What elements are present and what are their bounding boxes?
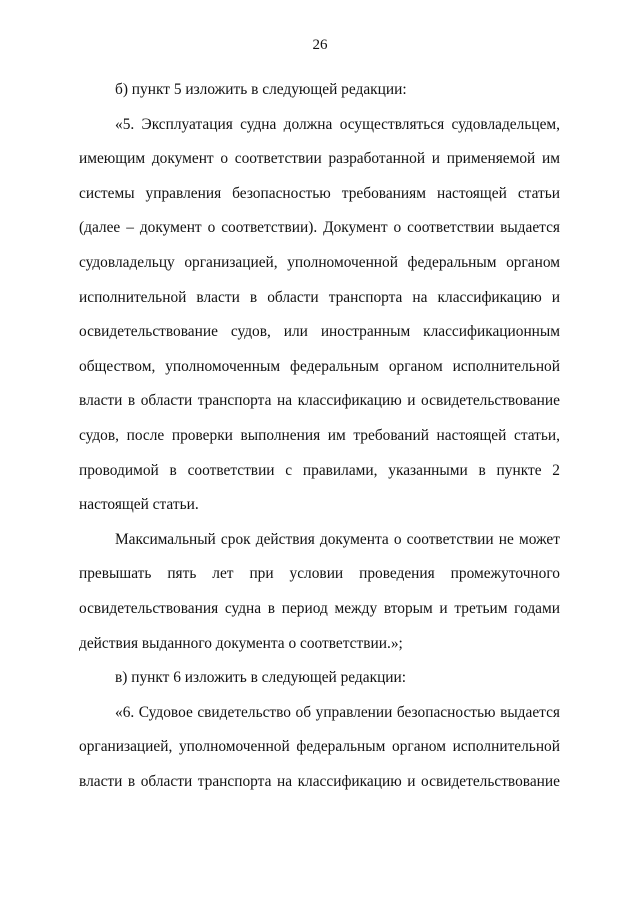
document-body xyxy=(79,73,560,799)
text-line: власти в области транспорта на классификацию и освидетельствование xyxy=(79,392,560,410)
text-line: действия выданного документа о соответствии.»; xyxy=(79,634,403,652)
text-line: судов, после проверки выполнения им требований настоящей статьи, xyxy=(79,426,560,444)
text-line: проводимой в соответствии с правилами, указанными в пункте 2 xyxy=(79,461,560,479)
page-number: 26 xyxy=(312,37,328,53)
text-line: организацией, уполномоченной федеральным органом исполнительной xyxy=(79,738,560,756)
text-line: (далее – документ о соответствии). Документ о соответствии выдается xyxy=(79,219,560,237)
text-line: в) пункт 6 изложить в следующей редакции: xyxy=(115,669,407,687)
text-line: власти в области транспорта на классификацию и освидетельствование xyxy=(79,772,560,790)
text-line: превышать пять лет при условии проведения промежуточного xyxy=(79,565,560,583)
text-line: обществом, уполномоченным федеральным органом исполнительной xyxy=(79,357,560,375)
text-line: имеющим документ о соответствии разработанной и применяемой им xyxy=(79,150,560,168)
text-line: освидетельствования судна в период между вторым и третьим годами xyxy=(79,599,560,617)
text-line: судовладельцу организацией, уполномоченной федеральным органом xyxy=(79,253,560,271)
text-line: «6. Судовое свидетельство об управлении безопасностью выдается xyxy=(115,703,560,721)
text-line: системы управления безопасностью требованиям настоящей статьи xyxy=(79,184,560,202)
text-line: «5. Эксплуатация судна должна осуществляться судовладельцем, xyxy=(115,115,560,133)
text-line: исполнительной власти в области транспорта на классификацию и xyxy=(79,288,560,306)
text-line: настоящей статьи. xyxy=(79,496,199,514)
text-line: б) пункт 5 изложить в следующей редакции: xyxy=(115,81,407,98)
text-line: освидетельствование судов, или иностранным классификационным xyxy=(79,323,560,341)
text-line: Максимальный срок действия документа о соответствии не может xyxy=(115,530,560,548)
